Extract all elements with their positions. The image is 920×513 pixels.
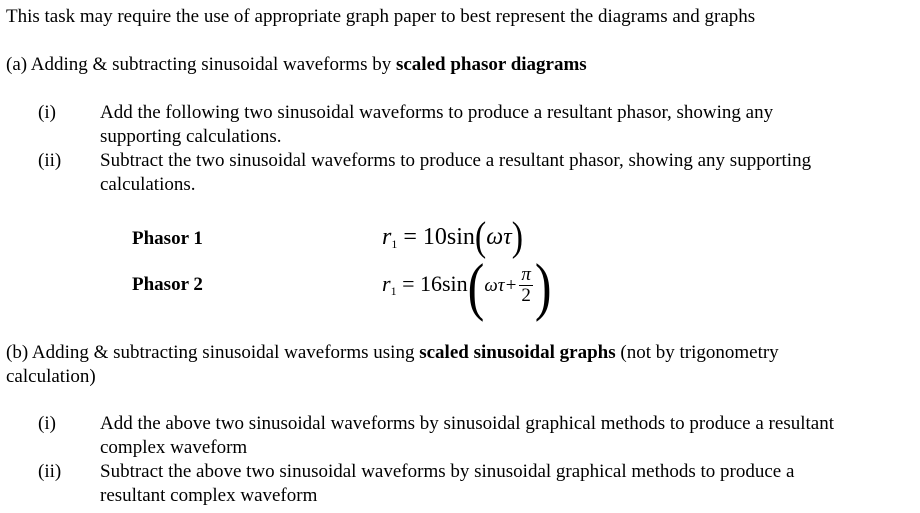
part-b-item-1-line-2: complex waveform [100,437,248,458]
part-b-item-1-number: (i) [38,413,56,434]
phasor-1-label: Phasor 1 [132,228,203,249]
phasor-1-close-paren: ) [511,215,524,260]
phasor-1-variable: r [382,224,392,250]
phasor-1-equation [382,215,524,261]
phasor-1-open-paren: ( [474,215,487,260]
phasor-2-fraction-numerator: π [521,264,531,286]
phasor-2-open-paren: ( [467,249,485,323]
part-a-heading-bold: scaled phasor diagrams [395,54,587,75]
phasor-1-equals: = 10sin [397,224,475,250]
part-a-item-1-line-1: Add the following two sinusoidal waveforms to produce a resultant phasor, showing any [100,102,774,123]
phasor-2-equation [382,249,552,323]
part-b-item-2-line-2: resultant complex waveform [100,485,318,506]
part-b-heading [6,341,779,365]
part-b-item-1-line-1: Add the above two sinusoidal waveforms by sinusoidal graphical methods to produce a resultant [100,413,834,434]
part-a-heading-text: (a) Adding & subtracting sinusoidal waveforms by [6,54,396,75]
part-a-item-2-number: (ii) [38,150,62,171]
phasor-2-label: Phasor 2 [132,274,203,295]
phasor-2-equals: = 16sin [396,271,468,296]
part-b-heading-suffix: (not by trigonometry [615,342,779,363]
part-a-item-1-line-2: supporting calculations. [100,126,282,147]
phasor-1-subscript: 1 [391,237,398,251]
phasor-2-argument: ωτ+ [484,275,518,296]
part-b-heading-line-2: calculation) [6,366,96,387]
part-b-item-2-line-1: Subtract the above two sinusoidal waveforms by sinusoidal graphical methods to produce a [100,461,795,482]
intro-text: This task may require the use of appropriate graph paper to best represent the diagrams and graphs [6,6,756,27]
part-b-item-2-number: (ii) [38,461,62,482]
part-a-heading [6,53,587,77]
phasor-2-subscript: 1 [390,284,397,298]
phasor-1-argument: ωτ [486,224,512,250]
phasor-2-fraction-denominator: 2 [519,285,533,306]
phasor-2-fraction [519,265,533,306]
part-b-heading-bold: scaled sinusoidal graphs [419,342,616,363]
part-a-item-2-line-1: Subtract the two sinusoidal waveforms to produce a resultant phasor, showing any supporting [100,150,812,171]
part-a-item-2-line-2: calculations. [100,174,196,195]
part-b-heading-text: (b) Adding & subtracting sinusoidal waveforms using [6,342,420,363]
part-a-item-1-number: (i) [38,102,56,123]
phasor-2-variable: r [382,271,391,296]
phasor-2-close-paren: ) [534,249,552,323]
